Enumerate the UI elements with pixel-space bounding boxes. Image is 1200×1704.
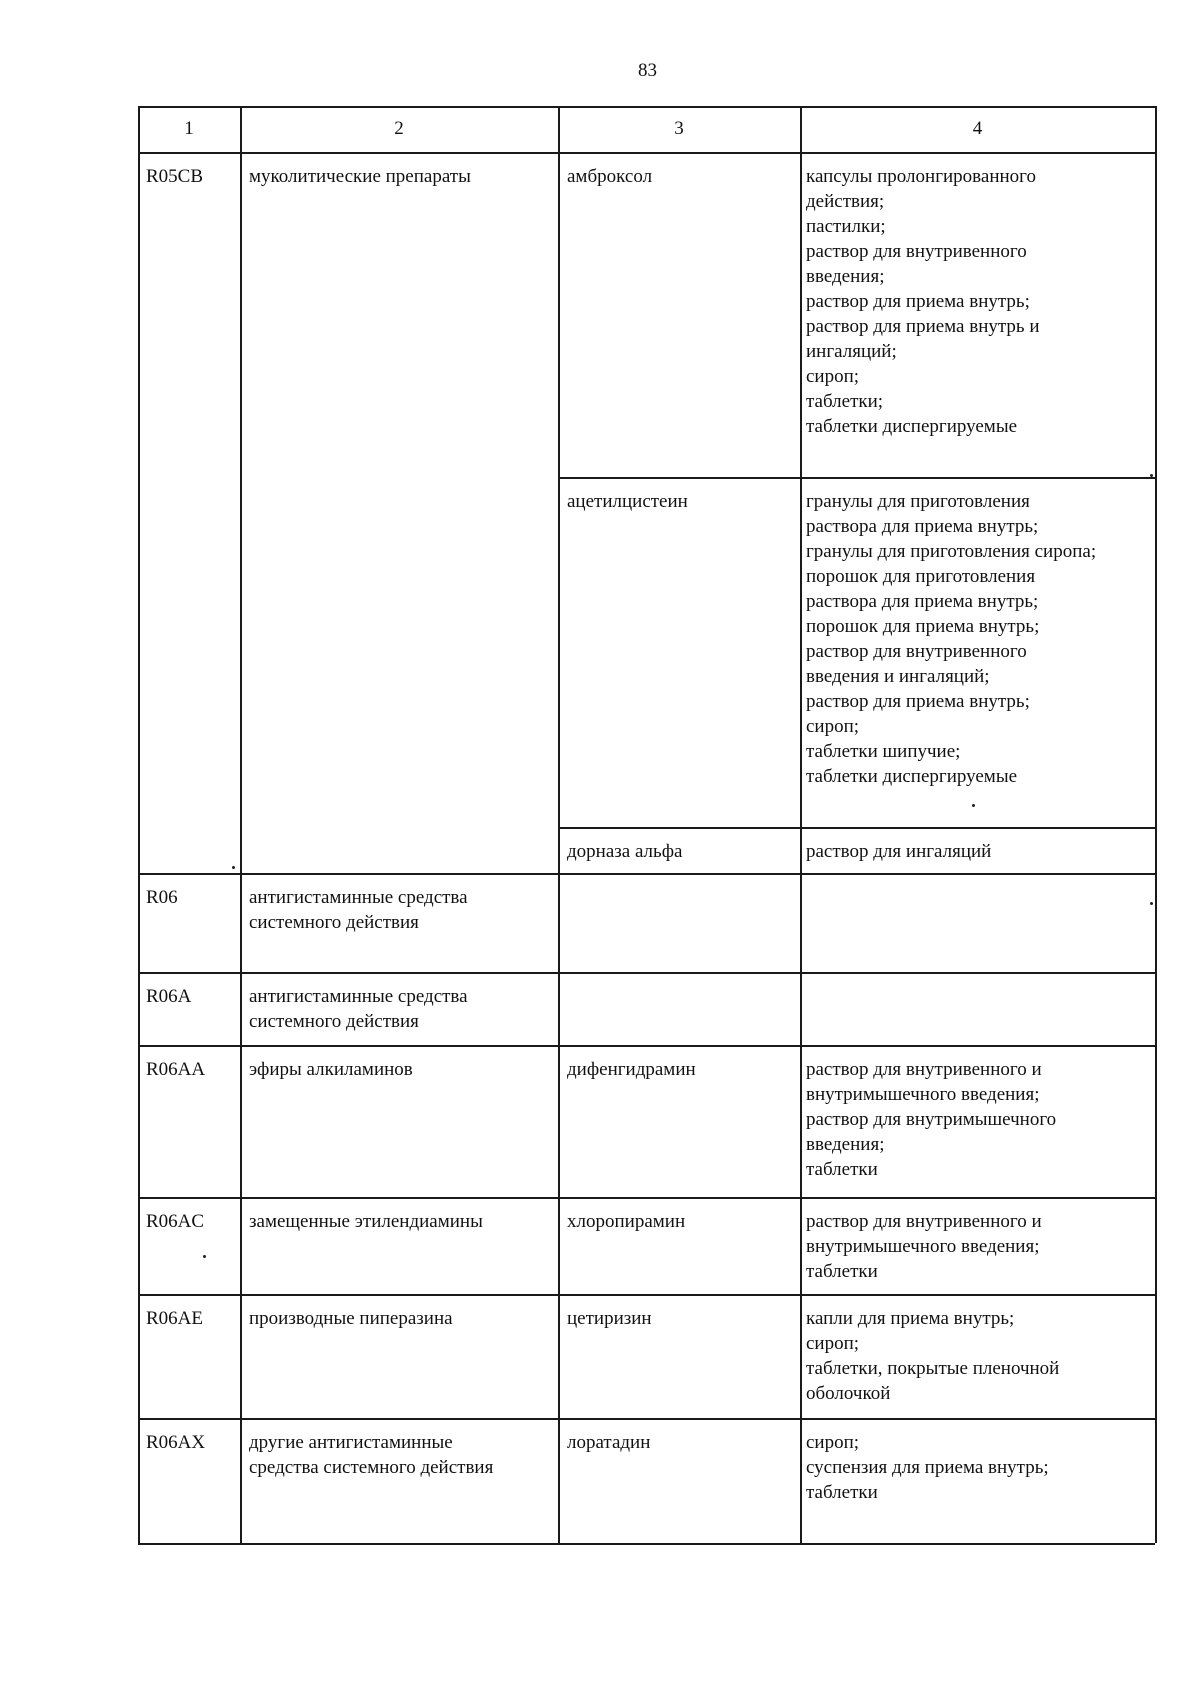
- dosage-forms-line: раствор для внутримышечного: [806, 1109, 1057, 1130]
- header-col-3: 3: [674, 118, 684, 139]
- group-name-line: антигистаминные средства: [249, 887, 468, 908]
- dosage-forms-line: суспензия для приема внутрь;: [806, 1457, 1049, 1478]
- dosage-forms-line: таблетки: [806, 1482, 878, 1503]
- dosage-forms-line: раствор для приема внутрь и: [806, 316, 1040, 337]
- drug-name-line: цетиризин: [567, 1308, 652, 1329]
- row-rule: [138, 1294, 1155, 1296]
- column-rule-2: [240, 106, 242, 1543]
- dosage-forms-line: введения и ингаляций;: [806, 666, 990, 687]
- group-name: [249, 1306, 453, 1331]
- dosage-forms-line: введения;: [806, 1134, 885, 1155]
- dosage-forms-line: раствор для приема внутрь;: [806, 291, 1030, 312]
- scan-speck: [232, 866, 235, 869]
- dosage-forms: [806, 1057, 1056, 1182]
- table-top-rule: [138, 106, 1155, 108]
- dosage-forms-line: таблетки диспергируемые: [806, 766, 1018, 787]
- column-rule-5: [1155, 106, 1157, 1543]
- scan-speck: [1150, 902, 1153, 905]
- header-col-1: 1: [184, 118, 194, 139]
- dosage-forms: [806, 1209, 1042, 1284]
- drug-name-line: ацетилцистеин: [567, 491, 688, 512]
- group-name: [249, 1057, 413, 1082]
- group-name-line: средства системного действия: [249, 1457, 494, 1478]
- row-rule: [138, 972, 1155, 974]
- dosage-forms: [806, 1430, 1049, 1505]
- dosage-forms-line: раствора для приема внутрь;: [806, 516, 1039, 537]
- dosage-forms-line: таблетки диспергируемые: [806, 416, 1018, 437]
- dosage-forms: [806, 489, 1096, 789]
- dosage-forms-line: раствор для приема внутрь;: [806, 691, 1030, 712]
- dosage-forms-line: таблетки;: [806, 391, 884, 412]
- drug-name: [567, 164, 652, 189]
- header-col-4: 4: [972, 118, 983, 139]
- dosage-forms: [806, 1306, 1059, 1406]
- row-rule: [138, 1418, 1155, 1420]
- dosage-forms-line: раствор для внутривенного: [806, 241, 1027, 262]
- dosage-forms-line: капли для приема внутрь;: [806, 1308, 1015, 1329]
- group-name-line: муколитические препараты: [249, 166, 471, 187]
- dosage-forms-line: действия;: [806, 191, 885, 212]
- dosage-forms-line: сироп;: [806, 716, 860, 737]
- group-name-line: замещенные этилендиамины: [249, 1211, 483, 1232]
- drug-name-line: хлоропирамин: [567, 1211, 686, 1232]
- dosage-forms-line: сироп;: [806, 366, 860, 387]
- drug-name-line: дорназа альфа: [567, 841, 683, 862]
- dosage-forms-line: раствора для приема внутрь;: [806, 591, 1039, 612]
- drug-name: [567, 1430, 650, 1455]
- dosage-forms-line: сироп;: [806, 1432, 860, 1453]
- atc-code: R06AE: [146, 1308, 203, 1329]
- scan-speck: [1150, 474, 1153, 477]
- drug-name: [567, 1057, 696, 1082]
- drug-name: [567, 839, 682, 864]
- page-number: 83: [638, 60, 657, 81]
- dosage-forms-line: ингаляций;: [806, 341, 897, 362]
- dosage-forms-line: внутримышечного введения;: [806, 1084, 1040, 1105]
- dosage-forms: [806, 839, 991, 864]
- dosage-forms-line: введения;: [806, 266, 885, 287]
- group-name-line: другие антигистаминные: [249, 1432, 453, 1453]
- dosage-forms-line: таблетки: [806, 1261, 878, 1282]
- dosage-forms-line: капсулы пролонгированного: [806, 166, 1036, 187]
- row-rule: [138, 1197, 1155, 1199]
- dosage-forms-line: пастилки;: [806, 216, 886, 237]
- scan-speck: [972, 804, 975, 807]
- group-name-line: производные пиперазина: [249, 1308, 453, 1329]
- subrow-rule: [558, 827, 1155, 829]
- dosage-forms-line: таблетки шипучие;: [806, 741, 961, 762]
- scan-speck: [203, 1255, 206, 1258]
- dosage-forms-line: гранулы для приготовления сиропа;: [806, 541, 1097, 562]
- group-name: [249, 1209, 483, 1234]
- header-col-2: 2: [394, 118, 404, 139]
- dosage-forms-line: сироп;: [806, 1333, 860, 1354]
- drug-name: [567, 489, 688, 514]
- dosage-forms-line: раствор для внутривенного: [806, 641, 1027, 662]
- dosage-forms-line: раствор для внутривенного и: [806, 1059, 1042, 1080]
- dosage-forms: [806, 164, 1040, 439]
- dosage-forms-line: таблетки, покрытые пленочной: [806, 1358, 1060, 1379]
- group-name: [249, 1430, 493, 1480]
- row-rule: [138, 1045, 1155, 1047]
- drug-name-line: дифенгидрамин: [567, 1059, 696, 1080]
- column-rule-1: [138, 106, 140, 1543]
- group-name: [249, 164, 471, 189]
- dosage-forms-line: порошок для приема внутрь;: [806, 616, 1040, 637]
- dosage-forms-line: внутримышечного введения;: [806, 1236, 1040, 1257]
- drug-name: [567, 1306, 652, 1331]
- dosage-forms-line: гранулы для приготовления: [806, 491, 1030, 512]
- drug-name-line: лоратадин: [567, 1432, 651, 1453]
- atc-code: R06: [146, 887, 178, 908]
- group-name-line: антигистаминные средства: [249, 986, 468, 1007]
- dosage-forms-line: оболочкой: [806, 1383, 891, 1404]
- group-name-line: эфиры алкиламинов: [249, 1059, 413, 1080]
- column-rule-3: [558, 106, 560, 1543]
- row-rule: [138, 1543, 1155, 1545]
- subrow-rule: [558, 477, 1155, 479]
- group-name-line: системного действия: [249, 1011, 419, 1032]
- group-name: [249, 984, 468, 1034]
- header-bottom-rule: [138, 152, 1155, 154]
- column-rule-4: [800, 106, 802, 1543]
- group-name: [249, 885, 468, 935]
- row-rule: [138, 873, 1155, 875]
- atc-code: R06A: [146, 986, 192, 1007]
- drug-name-line: амброксол: [567, 166, 653, 187]
- dosage-forms-line: таблетки: [806, 1159, 878, 1180]
- drug-name: [567, 1209, 685, 1234]
- dosage-forms-line: раствор для ингаляций: [806, 841, 992, 862]
- dosage-forms-line: порошок для приготовления: [806, 566, 1036, 587]
- atc-code: R05CB: [146, 166, 204, 187]
- atc-code: R06AA: [146, 1059, 206, 1080]
- dosage-forms-line: раствор для внутривенного и: [806, 1211, 1042, 1232]
- atc-code: R06AC: [146, 1211, 205, 1232]
- atc-code: R06AX: [146, 1432, 206, 1453]
- group-name-line: системного действия: [249, 912, 419, 933]
